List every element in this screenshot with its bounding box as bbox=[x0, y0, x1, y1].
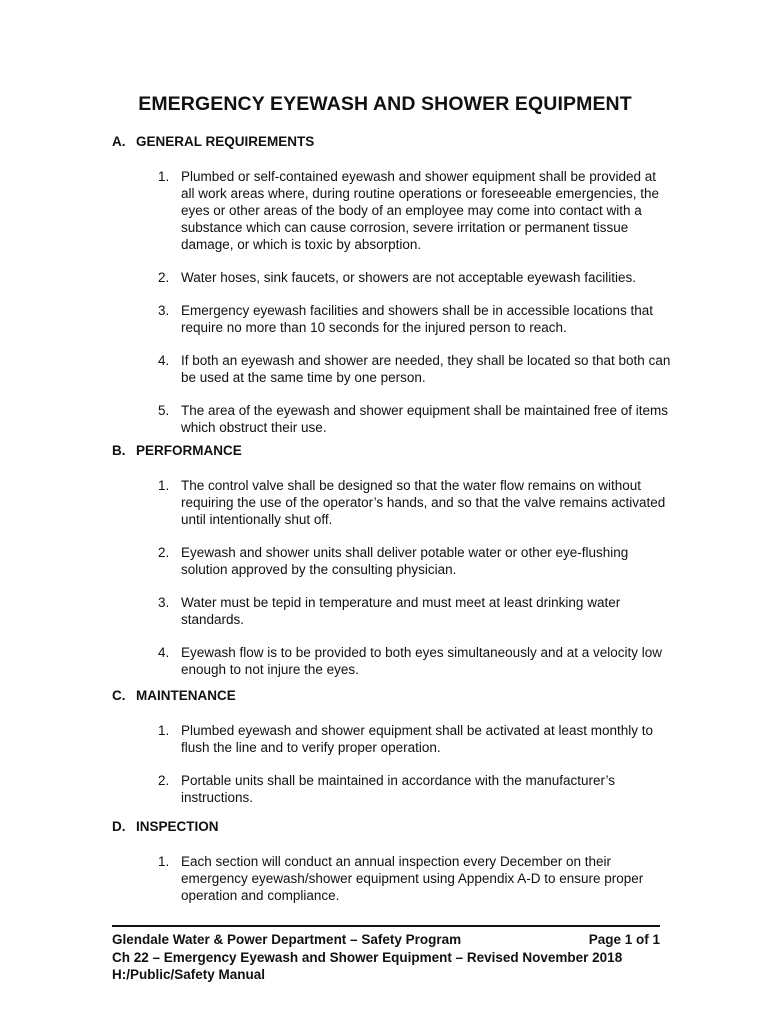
section-letter: A. bbox=[112, 134, 126, 149]
item-number: 2. bbox=[158, 545, 170, 560]
section-heading bbox=[112, 134, 672, 152]
page-footer bbox=[112, 925, 660, 984]
section-maintenance bbox=[112, 688, 672, 806]
item-number: 1. bbox=[158, 478, 170, 493]
list-item bbox=[112, 477, 672, 528]
item-list bbox=[112, 722, 672, 806]
item-number: 2. bbox=[158, 773, 170, 788]
item-number: 2. bbox=[158, 270, 170, 285]
item-text: The control valve shall be designed so that the water flow remains on without requiring the use of the operator’s hands, and so that the valve remains activated until intentionally shut off. bbox=[181, 478, 666, 527]
item-number: 1. bbox=[158, 723, 170, 738]
item-text: Portable units shall be maintained in accordance with the manufacturer’s instructions. bbox=[181, 773, 615, 805]
section-general-requirements bbox=[112, 134, 672, 436]
item-text: Plumbed or self-contained eyewash and shower equipment shall be provided at all work areas where, during routine operations or foreseeable emergencies, the eyes or other areas of the body of an employee may come into contact with a substance which can cause corrosion, severe irritation or permanent tissue damage, or which is toxic by absorption. bbox=[181, 169, 660, 252]
list-item bbox=[112, 772, 672, 806]
list-item bbox=[112, 269, 672, 286]
item-number: 4. bbox=[158, 645, 170, 660]
item-text: Each section will conduct an annual inspection every December on their emergency eyewash/shower equipment using Appendix A-D to ensure proper operation and compliance. bbox=[181, 854, 644, 903]
item-text: Emergency eyewash facilities and showers shall be in accessible locations that require no more than 10 seconds for the injured person to reach. bbox=[181, 303, 653, 335]
page-title: EMERGENCY EYEWASH AND SHOWER EQUIPMENT bbox=[138, 93, 632, 115]
item-list bbox=[112, 853, 672, 904]
list-item bbox=[112, 722, 672, 756]
footer-row bbox=[112, 931, 660, 949]
item-text: Water must be tepid in temperature and must meet at least drinking water standards. bbox=[181, 595, 621, 627]
list-item bbox=[112, 853, 672, 904]
item-list bbox=[112, 477, 672, 678]
item-number: 3. bbox=[158, 595, 170, 610]
list-item bbox=[112, 168, 672, 253]
list-item bbox=[112, 594, 672, 628]
list-item bbox=[112, 302, 672, 336]
footer-department: Glendale Water & Power Department – Safety Program bbox=[112, 932, 462, 947]
section-letter: C. bbox=[112, 688, 126, 703]
section-letter: B. bbox=[112, 443, 126, 458]
footer-path: H:/Public/Safety Manual bbox=[112, 967, 266, 982]
item-list bbox=[112, 168, 672, 436]
item-number: 1. bbox=[158, 169, 170, 184]
item-number: 3. bbox=[158, 303, 170, 318]
item-text: Water hoses, sink faucets, or showers are not acceptable eyewash facilities. bbox=[181, 270, 636, 285]
list-item bbox=[112, 644, 672, 678]
section-heading bbox=[112, 819, 672, 837]
item-number: 1. bbox=[158, 854, 170, 869]
item-text: If both an eyewash and shower are needed, they shall be located so that both can be used at the same time by one person. bbox=[181, 353, 671, 385]
item-text: Plumbed eyewash and shower equipment shall be activated at least monthly to flush the line and to verify proper operation. bbox=[181, 723, 654, 755]
section-heading bbox=[112, 443, 672, 461]
section-inspection bbox=[112, 819, 672, 904]
section-title: PERFORMANCE bbox=[136, 443, 242, 458]
section-title: MAINTENANCE bbox=[136, 688, 236, 703]
item-text: Eyewash flow is to be provided to both eyes simultaneously and at a velocity low enough to not injure the eyes. bbox=[181, 645, 663, 677]
item-text: The area of the eyewash and shower equipment shall be maintained free of items which obstruct their use. bbox=[181, 403, 669, 435]
section-letter: D. bbox=[112, 819, 126, 834]
section-heading bbox=[112, 688, 672, 706]
list-item bbox=[112, 544, 672, 578]
item-number: 4. bbox=[158, 353, 170, 368]
section-performance bbox=[112, 443, 672, 678]
footer-page-number: Page 1 of 1 bbox=[588, 932, 660, 947]
list-item bbox=[112, 402, 672, 436]
item-text: Eyewash and shower units shall deliver potable water or other eye-flushing solution approved by the consulting physician. bbox=[181, 545, 629, 577]
item-number: 5. bbox=[158, 403, 170, 418]
section-title: GENERAL REQUIREMENTS bbox=[136, 134, 315, 149]
list-item bbox=[112, 352, 672, 386]
footer-chapter: Ch 22 – Emergency Eyewash and Shower Equipment – Revised November 2018 bbox=[112, 949, 623, 965]
section-title: INSPECTION bbox=[136, 819, 219, 834]
